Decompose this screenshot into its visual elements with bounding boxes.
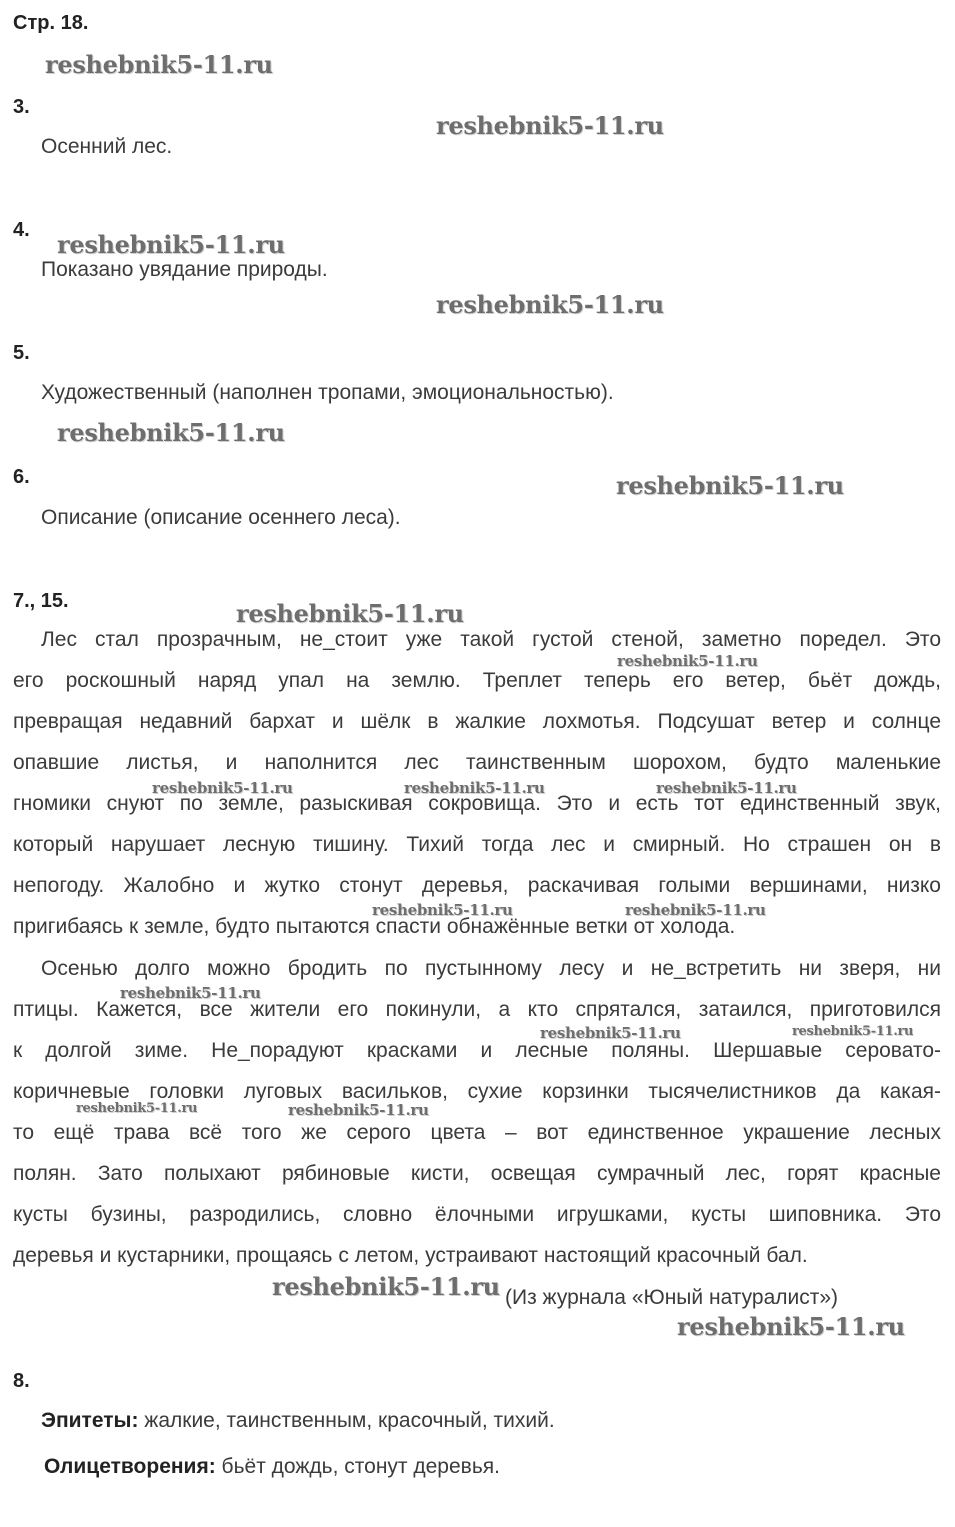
- task-5-number: 5.: [13, 342, 30, 364]
- personification-line: [44, 1455, 500, 1479]
- watermark: reshebnik5-11.ru: [120, 984, 261, 1002]
- watermark: reshebnik5-11.ru: [372, 901, 513, 919]
- text-line: то ещё трава всё того же серого цвета – вот единственное украшение лесных: [13, 1121, 941, 1144]
- watermark: reshebnik5-11.ru: [57, 418, 285, 447]
- source-citation: (Из журнала «Юный натуралист»): [505, 1286, 839, 1309]
- watermark: reshebnik5-11.ru: [677, 1312, 905, 1341]
- watermark: reshebnik5-11.ru: [540, 1024, 681, 1042]
- task-8-number: 8.: [13, 1370, 30, 1392]
- watermark: reshebnik5-11.ru: [57, 230, 285, 259]
- text-line: Осенью долго можно бродить по пустынному лесу и не_встретить ни зверя, ни: [41, 957, 941, 980]
- task-5-answer: Художественный (наполнен тропами, эмоциональностью).: [41, 381, 614, 404]
- text-line: деревья и кустарники, прощаясь с летом, устраивают настоящий красочный бал.: [13, 1244, 808, 1267]
- personification-label: Олицетворения:: [44, 1455, 216, 1478]
- text-line: полян. Зато полыхают рябиновые кисти, освещая сумрачный лес, горят красные: [13, 1162, 941, 1185]
- watermark: reshebnik5-11.ru: [625, 901, 766, 919]
- text-line: кусты бузины, разродились, словно ёлочными игрушками, кусты шиповника. Это: [13, 1203, 941, 1226]
- text-line: птицы. Кажется, все жители его покинули, а кто спрятался, затаился, приготовился: [13, 998, 941, 1021]
- text-line: гномики снуют по земле, разыскивая сокровища. Это и есть тот единственный звук,: [13, 792, 941, 815]
- watermark: reshebnik5-11.ru: [792, 1024, 914, 1039]
- task-7-number: 7., 15.: [13, 590, 69, 612]
- task-4-number: 4.: [13, 219, 30, 241]
- epithets-text: жалкие, таинственным, красочный, тихий.: [138, 1409, 555, 1432]
- watermark: reshebnik5-11.ru: [152, 779, 293, 797]
- watermark: reshebnik5-11.ru: [616, 471, 844, 500]
- text-line: превращая недавний бархат и шёлк в жалкие лохмотья. Подсушат ветер и солнце: [13, 710, 941, 733]
- text-line: который нарушает лесную тишину. Тихий тогда лес и смирный. Но страшен он в: [13, 833, 941, 856]
- text-line: пригибаясь к земле, будто пытаются спасти обнажённые ветки от холода.: [13, 915, 736, 938]
- text-line: Лес стал прозрачным, не_стоит уже такой густой стеной, заметно поредел. Это: [41, 628, 941, 651]
- watermark: reshebnik5-11.ru: [45, 50, 273, 79]
- epithets-label: Эпитеты:: [41, 1409, 139, 1432]
- task-4-answer: Показано увядание природы.: [41, 258, 328, 281]
- text-line: непогоду. Жалобно и жутко стонут деревья, раскачивая голыми вершинами, низко: [13, 874, 941, 897]
- watermark: reshebnik5-11.ru: [617, 652, 758, 670]
- watermark: reshebnik5-11.ru: [656, 779, 797, 797]
- watermark: reshebnik5-11.ru: [404, 779, 545, 797]
- text-line: опавшие листья, и наполнится лес таинственным шорохом, будто маленькие: [13, 751, 941, 774]
- epithets-line: [41, 1409, 555, 1433]
- personification-text: бьёт дождь, стонут деревья.: [215, 1455, 500, 1478]
- text-line: его роскошный наряд упал на землю. Треплет теперь его ветер, бьёт дождь,: [13, 669, 941, 692]
- task-3-answer: Осенний лес.: [41, 135, 173, 158]
- watermark: reshebnik5-11.ru: [436, 111, 664, 140]
- watermark: reshebnik5-11.ru: [272, 1272, 500, 1301]
- page-header: Стр. 18.: [13, 12, 89, 34]
- watermark: reshebnik5-11.ru: [236, 599, 464, 628]
- task-3-number: 3.: [13, 96, 30, 118]
- watermark: reshebnik5-11.ru: [76, 1101, 198, 1116]
- watermark: reshebnik5-11.ru: [288, 1101, 429, 1119]
- text-line: коричневые головки луговых васильков, сухие корзинки тысячелистников да какая-: [13, 1080, 941, 1103]
- text-line: к долгой зиме. Не_порадуют красками и лесные поляны. Шершавые серовато-: [13, 1039, 941, 1062]
- watermark: reshebnik5-11.ru: [436, 290, 664, 319]
- task-6-number: 6.: [13, 466, 30, 488]
- task-6-answer: Описание (описание осеннего леса).: [41, 506, 401, 529]
